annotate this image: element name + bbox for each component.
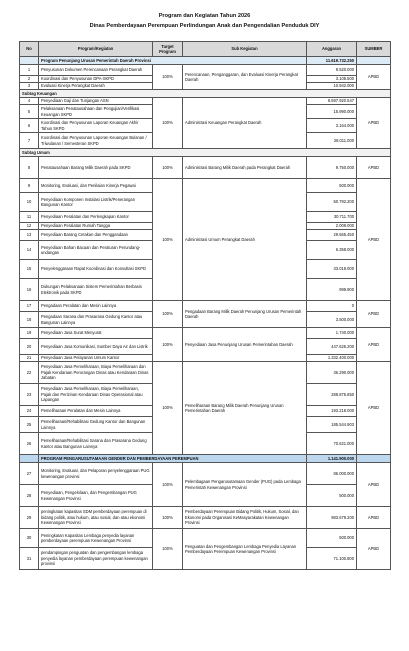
row-name: Penyediaan, Pengelolaan, dan Pengembangan PUG Kewenangan Provinsi — [39, 485, 153, 507]
row-amount: 86.000.000 — [307, 463, 357, 485]
row-amount: 36.290.000 — [307, 362, 357, 384]
row-name: Dukungan Pelaksanaan Sistem Pemerintahan Berbasis Elektronik pada SKPD — [39, 279, 153, 301]
row-source: APBD — [357, 507, 391, 529]
row-no: 1 — [20, 65, 39, 76]
row-no: 30 — [20, 529, 39, 548]
document-title: Program dan Kegiatan Tahun 2026 — [158, 13, 251, 19]
document-subtitle: Dinas Pemberdayaan Perempuan Perlindungan Anak dan Pengendalian Penduduk DIY — [89, 23, 320, 29]
row-no: 18 — [20, 312, 39, 328]
row-no: 29 — [20, 507, 39, 529]
row-no: 3 — [20, 83, 39, 90]
header-sumber: SUMBER — [357, 42, 391, 57]
row-name: Penyediaan Peralatan Rumah Tangga — [39, 223, 153, 230]
table-row — [20, 65, 391, 76]
row-sub-kegiatan: Perencanaan, Penganggaran, dan Evaluasi Kinerja Perangkat Daerah — [183, 65, 307, 90]
header-anggaran: Anggaran — [307, 42, 357, 57]
row-amount: 30.711.700 — [307, 212, 357, 223]
row-source: APBD — [357, 179, 391, 301]
subsection-label: Subtag Umum — [20, 149, 391, 157]
row-no: 10 — [20, 193, 39, 212]
row-amount: 70.621.000 — [307, 433, 357, 455]
program-row — [20, 455, 391, 463]
row-no: 25 — [20, 417, 39, 433]
row-target: 100% — [153, 157, 183, 179]
row-source: APBD — [357, 301, 391, 328]
row-name: Penyediaan Gaji dan Tunjangan ASN — [39, 98, 153, 105]
row-source: APBD — [357, 463, 391, 507]
table-row — [20, 507, 391, 529]
row-name: Penatausahaan Barang Milik Daerah pada SKPD — [39, 157, 153, 179]
row-no: 17 — [20, 301, 39, 312]
row-no: 8 — [20, 157, 39, 179]
row-amount: 8.597.920.547 — [307, 98, 357, 105]
row-no: 20 — [20, 339, 39, 355]
row-amount: 3.105.500 — [307, 76, 357, 83]
row-amount: 447.625.200 — [307, 339, 357, 355]
row-sub-kegiatan: Penyediaan Jasa Penunjang Urusan Pemerintahan Daerah — [183, 328, 307, 362]
row-name: Koordinasi dan Penyusunan Laporan Keuangan Bulanan / Triwulanan / Semesteran SKPD — [39, 133, 153, 149]
row-no: 6 — [20, 119, 39, 133]
row-amount: 15.990.000 — [307, 105, 357, 119]
row-name: pendampingan penguatan dan pengembangan lembaga penyedia layanan pemberdayaan perempuan kewenangan provinsi — [39, 548, 153, 570]
row-source: APBD — [357, 157, 391, 179]
header-sub-kegiatan: Sub Kegiatan — [183, 42, 307, 57]
row-name: peningkatan kapasitas SDM pemberdayaan perempuan di bidang politik, atau hukum, atau sosial, dan atau ekonomi Kewenangan Provinsi — [39, 507, 153, 529]
row-name: Penyediaan Barang Cetakan dan Penggandaan — [39, 230, 153, 241]
row-no: 2 — [20, 76, 39, 83]
row-target: 100% — [153, 328, 183, 362]
row-sub-kegiatan: Administrasi Barang Milik Daerah pada Perangkat Daerah — [183, 157, 307, 179]
subsection-label: Subtag Keuangan — [20, 90, 391, 98]
row-no: 22 — [20, 362, 39, 384]
row-amount: 33.019.000 — [307, 260, 357, 279]
row-amount: 6.358.000 — [307, 241, 357, 260]
row-amount: 0 — [307, 301, 357, 312]
row-no: 21 — [20, 355, 39, 362]
row-target: 100% — [153, 179, 183, 301]
row-target: 100% — [153, 65, 183, 90]
row-name: Penyediaan Jasa Pemeliharaan, Biaya Pemeliharaan, Pajak dan Perizinan Kendaraan Dinas Operasional atau Lapangan — [39, 384, 153, 406]
row-amount: 3.164.000 — [307, 119, 357, 133]
row-no: 31 — [20, 548, 39, 570]
row-name: Pemeliharaan/Rehabilitasi Gedung Kantor dan Bangunan Lainnya — [39, 417, 153, 433]
row-amount: 28.011.000 — [307, 133, 357, 149]
row-sub-kegiatan: Pelembagaan Pengarusutamaan Gender (PUG) pada Lembaga Pemerintah Kewenangan Provinsi — [183, 463, 307, 507]
program-label: Program Penunjang Urusan Pemerintah Daerah Provinsi — [39, 57, 307, 65]
row-amount: 500.000 — [307, 179, 357, 193]
row-source: APBD — [357, 362, 391, 455]
row-no: 19 — [20, 328, 39, 339]
row-target: 100% — [153, 507, 183, 529]
row-amount: 29.565.450 — [307, 230, 357, 241]
row-source: APBD — [357, 98, 391, 149]
row-name: Pelaksanaan Penatausahaan dan Pengujian/Verifikasi Keuangan SKPD — [39, 105, 153, 119]
row-no: 24 — [20, 406, 39, 417]
subsection-row — [20, 149, 391, 157]
row-source: APBD — [357, 328, 391, 362]
row-no: 11 — [20, 212, 39, 223]
row-target: 100% — [153, 98, 183, 149]
row-name: Penyediaan Peralatan dan Perlengkapan Kantor — [39, 212, 153, 223]
row-name: Penyelenggaraan Rapat Koordinasi dan Konsultasi SKPD — [39, 260, 153, 279]
program-total: 11.619.732.250 — [307, 57, 357, 65]
row-no: 5 — [20, 105, 39, 119]
row-amount: 3.500.000 — [307, 312, 357, 328]
row-sub-kegiatan: Penguatan dan Pengembangan Lembaga Penyedia Layanan Pemberdayaan Perempuan Kewenangan Provinsi — [183, 529, 307, 570]
table-row — [20, 463, 391, 485]
row-sub-kegiatan: Pengadaan Barang Milik Daerah Penunjang Urusan Pemerintah Daerah — [183, 301, 307, 328]
row-name: Pengadaan Sarana dan Prasarana Gedung Kantor atau Bangunan Lainnya — [39, 312, 153, 328]
row-sub-kegiatan: Pemeliharaan Barang Milik Daerah Penunjang Urusan Pemerintahan Daerah — [183, 362, 307, 455]
row-target: 100% — [153, 301, 183, 328]
row-name: Penyusunan Dokumen Perencanaan Perangkat Daerah — [39, 65, 153, 76]
row-name: Penyediaan Bahan Bacaan dan Peraturan Perundang-undangan — [39, 241, 153, 260]
row-no: 16 — [20, 279, 39, 301]
row-sub-kegiatan: Administrasi Keuangan Perangkat Daerah — [183, 98, 307, 149]
row-amount: 193.218.000 — [307, 406, 357, 417]
row-amount: 9.750.000 — [307, 157, 357, 179]
row-name: Koordinasi dan Penyusunan Laporan Keuangan Akhir Tahun SKPD — [39, 119, 153, 133]
table-row — [20, 362, 391, 384]
program-table — [19, 41, 391, 570]
row-name: Penyediaan Jasa Pelayanan Umum Kantor — [39, 355, 153, 362]
row-name: Monitoring, Evaluasi, dan Pelaporan penyelenggaraan PUG kewenangan provinsi — [39, 463, 153, 485]
row-name: Peningkatan Kapasitas Lembaga penyedia layanan pemberdayaan perempuan Kewenangan Provinsi — [39, 529, 153, 548]
row-amount: 9.520.000 — [307, 65, 357, 76]
row-no: 27 — [20, 463, 39, 485]
header-no: No — [20, 42, 39, 57]
table-row — [20, 98, 391, 105]
table-header-row — [20, 42, 391, 57]
row-name: Penyediaan Komponen Instalasi Listrik/Penerangan Bangunan Kantor — [39, 193, 153, 212]
row-sub-kegiatan: Administrasi Umum Perangkat Daerah — [183, 179, 307, 301]
row-amount: 2.009.000 — [307, 223, 357, 230]
row-name: Koordinasi dan Penyusunan DPA-SKPD — [39, 76, 153, 83]
subsection-row — [20, 90, 391, 98]
table-row — [20, 301, 391, 312]
row-amount: 185.544.903 — [307, 417, 357, 433]
row-no: 9 — [20, 179, 39, 193]
program-row — [20, 57, 391, 65]
header-program: Program/Kegiatan — [39, 42, 153, 57]
row-amount: 71.100.800 — [307, 548, 357, 570]
row-no: 4 — [20, 98, 39, 105]
program-label: PROGRAM PENGARUSUTAMAAN GENDER DAN PEMBERDAYAAN PEREMPUAN — [39, 455, 307, 463]
row-no: 13 — [20, 230, 39, 241]
row-amount: 10.942.000 — [307, 83, 357, 90]
row-name: Pemeliharaan/Rehabilitasi Sarana dan Prasarana Gedung Kantor atau Bangunan Lainnya — [39, 433, 153, 455]
row-amount: 500.000 — [307, 485, 357, 507]
row-amount: 288.875.850 — [307, 384, 357, 406]
row-name: Evaluasi Kinerja Perangkat Daerah — [39, 83, 153, 90]
row-name: Penyediaan Jasa Surat Menyurat — [39, 328, 153, 339]
row-amount: 983.679.200 — [307, 507, 357, 529]
row-target: 100% — [153, 529, 183, 570]
row-target: 100% — [153, 362, 183, 455]
row-source: APBD — [357, 529, 391, 570]
row-amount: 50.792.200 — [307, 193, 357, 212]
row-target: 100% — [153, 463, 183, 507]
row-no: 23 — [20, 384, 39, 406]
row-no: 14 — [20, 241, 39, 260]
row-sub-kegiatan: Pemberdayaan Perempuan Bidang Politik, Hukum, Sosial, dan Ekonomi pada Organisasi KeMasyarakatan Kewenangan Provinsi — [183, 507, 307, 529]
header-target: Target Program — [153, 42, 183, 57]
row-no: 26 — [20, 433, 39, 455]
row-no: 12 — [20, 223, 39, 230]
table-row — [20, 529, 391, 548]
row-amount: 999.900 — [307, 279, 357, 301]
row-no: 28 — [20, 485, 39, 507]
row-amount: 1.740.000 — [307, 328, 357, 339]
row-source: APBD — [357, 65, 391, 90]
row-name: Penyediaan Jasa Pemeliharaan, Biaya Pemeliharaan dan Pajak Kendaraan Perorangan Dinas atau Kendaraan Dinas Jabatan — [39, 362, 153, 384]
row-name: Pengadaan Peralatan dan Mesin Lainnya — [39, 301, 153, 312]
row-name: Penyediaan Jasa Komunikasi, Sumber Daya Air dan Listrik — [39, 339, 153, 355]
row-name: Pemeliharaan Peralatan dan Mesin Lainnya — [39, 406, 153, 417]
program-total: 1.141.900.000 — [307, 455, 357, 463]
table-row — [20, 328, 391, 339]
row-no: 15 — [20, 260, 39, 279]
row-no: 7 — [20, 133, 39, 149]
table-row — [20, 157, 391, 179]
row-amount: 500.000 — [307, 529, 357, 548]
row-name: Monitoring, Evaluasi, dan Penilaian Kinerja Pegawai — [39, 179, 153, 193]
table-row — [20, 179, 391, 193]
row-amount: 1.332.400.000 — [307, 355, 357, 362]
